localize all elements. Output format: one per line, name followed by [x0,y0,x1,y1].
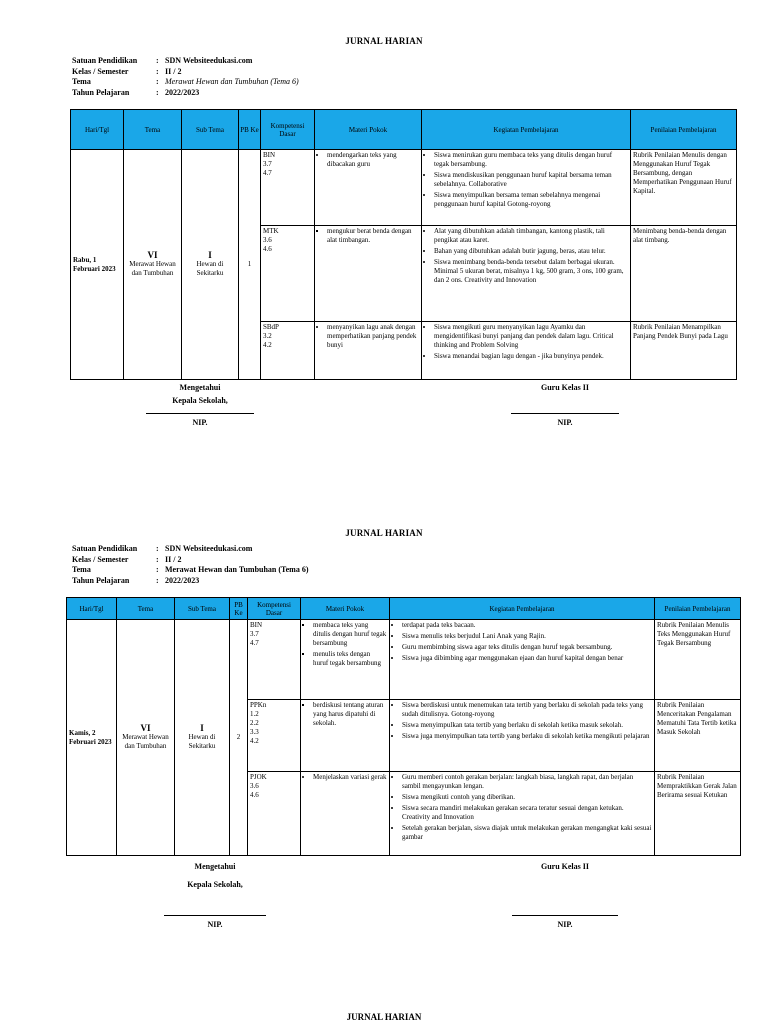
info-sep: : [156,544,159,553]
header-kd: Kompetensi Dasar [261,110,315,150]
info-label: Tema [72,77,91,86]
info-value: SDN Websiteedukasi.com [165,544,253,553]
day-cell: Rabu, 1 Februari 2023 [71,150,124,380]
kegiatan-item: • Siswa juga dibimbing agar menggunakan ejaan dan huruf kapital dengan benar [402,654,652,663]
kegiatan-item: • Siswa menandai bagian lagu dengan - jika bunyinya pendek. [434,352,628,361]
info-label: Satuan Pendidikan [72,56,138,65]
info-value: Merawat Hewan dan Tumbuhan (Tema 6) [165,77,299,86]
header-pb: PB Ke [239,110,261,150]
kegiatan-item: • Alat yang dibutuhkan adalah timbangan, kantong plastik, tali pengikat atau karet. [434,227,628,245]
sign-guru: Guru Kelas II [540,383,589,392]
header-penilaian: Penilaian Pembelajaran [631,110,737,150]
kd-cell: BIN 3.7 4.7 [261,150,315,226]
sign-line [512,915,618,916]
penilaian-cell: Rubrik Penilaian Menceritakan Pengalaman Mematuhi Tata Tertib ketika Masuk Sekolah [655,700,741,772]
header-subtema: Sub Tema [182,110,239,150]
kegiatan-item: • Siswa menyimpulkan tata tertib yang berlaku di sekolah ketika masuk sekolah. [402,721,652,730]
materi-cell [301,620,390,700]
materi-item: • mendengarkan teks yang dibacakan guru [327,151,419,169]
penilaian-cell: Rubrik Penilaian Menulis dengan Menggunakan Huruf Tegak Bersambung, dengan Memperhatikan Penggunaan Huruf Kapital. [631,150,737,226]
info-sep: : [156,554,159,564]
materi-cell [301,700,390,772]
subtema-number: I [200,723,204,733]
info-label: Kelas / Semester [72,66,129,76]
info-value: II / 2 [165,66,182,76]
kegiatan-cell [422,322,631,380]
info-label: Tema [72,565,91,574]
tema-cell [124,150,182,380]
header-kegiatan: Kegiatan Pembelajaran [422,110,631,150]
header-pb: PB Ke [230,598,248,620]
info-sep: : [156,87,159,97]
sign-nip: NIP. [557,920,573,929]
sign-mengetahui: Mengetahui [194,862,236,871]
journal-3-title: JURNAL HARIAN [346,1012,422,1022]
header-tema: Tema [117,598,175,620]
materi-cell [301,772,390,856]
info-value: Merawat Hewan dan Tumbuhan (Tema 6) [165,565,309,574]
header-tema: Tema [124,110,182,150]
tema-cell [117,620,175,856]
info-sep: : [156,56,159,65]
journal-2-sign-left [150,860,280,931]
header-kegiatan: Kegiatan Pembelajaran [390,598,655,620]
materi-item: • Menjelaskan variasi gerak [313,773,387,782]
subtema-name: Hewan di Sekitarku [196,260,224,277]
info-sep: : [156,575,159,585]
journal-1-title: JURNAL HARIAN [345,36,423,46]
sign-guru: Guru Kelas II [540,862,589,871]
kegiatan-item: • Siswa mendiskusikan penggunaan huruf kapital bersama teman sebelahnya. Collaborative [434,171,628,189]
tema-number: VI [147,250,158,260]
materi-item: ▪ membaca teks yang ditulis dengan huruf tegak bersambung [313,621,387,648]
kegiatan-item: • Siswa berdiskusi untuk menemukan tata tertib yang berlaku di sekolah pada teks yang sudah ditulisnya. Gotong-royong [402,701,652,719]
info-value: 2022/2023 [165,575,200,585]
tema-name: Merawat Hewan dan Tumbuhan [122,733,169,750]
materi-item: ▪ berdiskusi tentang aturan yang harus dipatuhi di sekolah. [313,701,387,728]
journal-1-table [70,109,737,380]
kegiatan-item: • Siswa menyimpulkan bersama teman sebelahnya mengenai penggunaan huruf kapital Gotong-royong [434,191,628,209]
kd-cell: PPKn 1.2 2.2 3.3 4.2 [248,700,301,772]
kegiatan-cell [390,700,655,772]
header-penilaian: Penilaian Pembelajaran [655,598,741,620]
materi-cell [315,150,422,226]
info-sep: : [156,66,159,76]
info-sep: : [156,565,159,574]
kegiatan-item: • Guru membimbing siswa agar teks ditulis dengan huruf tegak bersambung. [402,643,652,652]
header-hari: Hari/Tgl [71,110,124,150]
journal-1-sign-right [505,381,625,429]
pb-cell: 1 [239,150,261,380]
sign-nip: NIP. [557,418,573,427]
kegiatan-item: • Siswa menulis teks berjudul Lani Anak yang Rajin. [402,632,652,641]
kd-cell: MTK 3.6 4.6 [261,226,315,322]
subtema-number: I [208,250,212,260]
kegiatan-cell [390,772,655,856]
info-label: Satuan Pendidikan [72,544,138,553]
sign-nip: NIP. [192,418,208,427]
header-kd: Kompetensi Dasar [248,598,301,620]
materi-item: ▪ menulis teks dengan huruf tegak bersambung [313,650,387,668]
kegiatan-item: • Siswa secara mandiri melakukan gerakan secara teratur sesuai dengan ketukan. Creativity and Innovation [402,804,652,822]
kd-cell: BIN 3.7 4.7 [248,620,301,700]
kegiatan-item: • terdapat pada teks bacaan. [402,621,652,630]
journal-2-title: JURNAL HARIAN [345,528,423,538]
journal-1-info [72,56,299,98]
info-value: II / 2 [165,554,182,564]
sign-kepsek: Kepala Sekolah, [172,396,228,405]
penilaian-cell: Menimbang benda-benda dengan alat timbang. [631,226,737,322]
materi-cell [315,226,422,322]
subtema-name: Hewan di Sekitarku [188,733,216,750]
kegiatan-item: • Siswa juga menyimpulkan tata tertib yang berlaku di sekolah ketika mengikuti pelajaran [402,732,652,741]
day-cell: Kamis, 2 Februari 2023 [67,620,117,856]
kegiatan-item: • Siswa menimbang benda-benda tersebut dalam berbagai ukuran. Minimal 5 ukuran berat, misalnya 1 kg, 500 gram, 3 ons, 100 gram, dan 2 ons. Creativity and Innovation [434,258,628,285]
penilaian-cell: Rubrik Penilaian Mempraktikkan Gerak Jalan Berirama sesuai Ketukan [655,772,741,856]
sign-kepsek: Kepala Sekolah, [187,880,243,889]
header-materi: Materi Pokok [301,598,390,620]
sign-line [164,915,266,916]
pb-cell: 2 [230,620,248,856]
subtema-cell [175,620,230,856]
journal-2-info [72,544,309,586]
kd-cell: SBdP 3.2 4.2 [261,322,315,380]
kegiatan-item: • Bahan yang dibutuhkan adalah butir jagung, beras, atau telur. [434,247,628,256]
materi-item: ▪ mengukur berat benda dengan alat timbangan. [327,227,419,245]
journal-2-sign-right [500,860,630,931]
materi-cell [315,322,422,380]
tema-number: VI [140,723,151,733]
kegiatan-cell [422,150,631,226]
sign-line [511,413,619,414]
header-hari: Hari/Tgl [67,598,117,620]
penilaian-cell: Rubrik Penilaian Menampilkan Panjang Pendek Bunyi pada Lagu [631,322,737,380]
subtema-cell [182,150,239,380]
info-label: Kelas / Semester [72,554,129,564]
tema-name: Merawat Hewan dan Tumbuhan [129,260,176,277]
penilaian-cell: Rubrik Penilaian Menulis Teks Menggunakan Huruf Tegak Bersambung [655,620,741,700]
materi-item: • menyanyikan lagu anak dengan memperhatikan panjang pendek bunyi [327,323,419,350]
info-label: Tahun Pelajaran [72,87,130,97]
kegiatan-item: • Siswa mengikuti guru menyanyikan lagu Ayamku dan mengidentifikasi bunyi panjang dan pendek dalam lagu. Critical thinking and Problem Solving [434,323,628,350]
kegiatan-item: • Setelah gerakan berjalan, siswa diajak untuk melakukan gerakan mengangkat kaki sesuai gambar [402,824,652,842]
journal-1-sign-left [140,381,260,429]
info-value: SDN Websiteedukasi.com [165,56,253,65]
kd-cell: PJOK 3.6 4.6 [248,772,301,856]
journal-2-table [66,597,741,856]
info-value: 2022/2023 [165,87,200,97]
kegiatan-item: • Siswa mengikuti contoh yang diberikan. [402,793,652,802]
kegiatan-item: • Guru memberi contoh gerakan berjalan: langkah biasa, langkah rapat, dan berjalan sambil mengayunkan lengan. [402,773,652,791]
header-subtema: Sub Tema [175,598,230,620]
kegiatan-item: • Siswa menirukan guru membaca teks yang ditulis dengan huruf tegak bersambung. [434,151,628,169]
header-materi: Materi Pokok [315,110,422,150]
sign-line [146,413,254,414]
sign-nip: NIP. [207,920,223,929]
kegiatan-cell [422,226,631,322]
kegiatan-cell [390,620,655,700]
info-label: Tahun Pelajaran [72,575,130,585]
info-sep: : [156,77,159,86]
sign-mengetahui: Mengetahui [179,383,221,392]
